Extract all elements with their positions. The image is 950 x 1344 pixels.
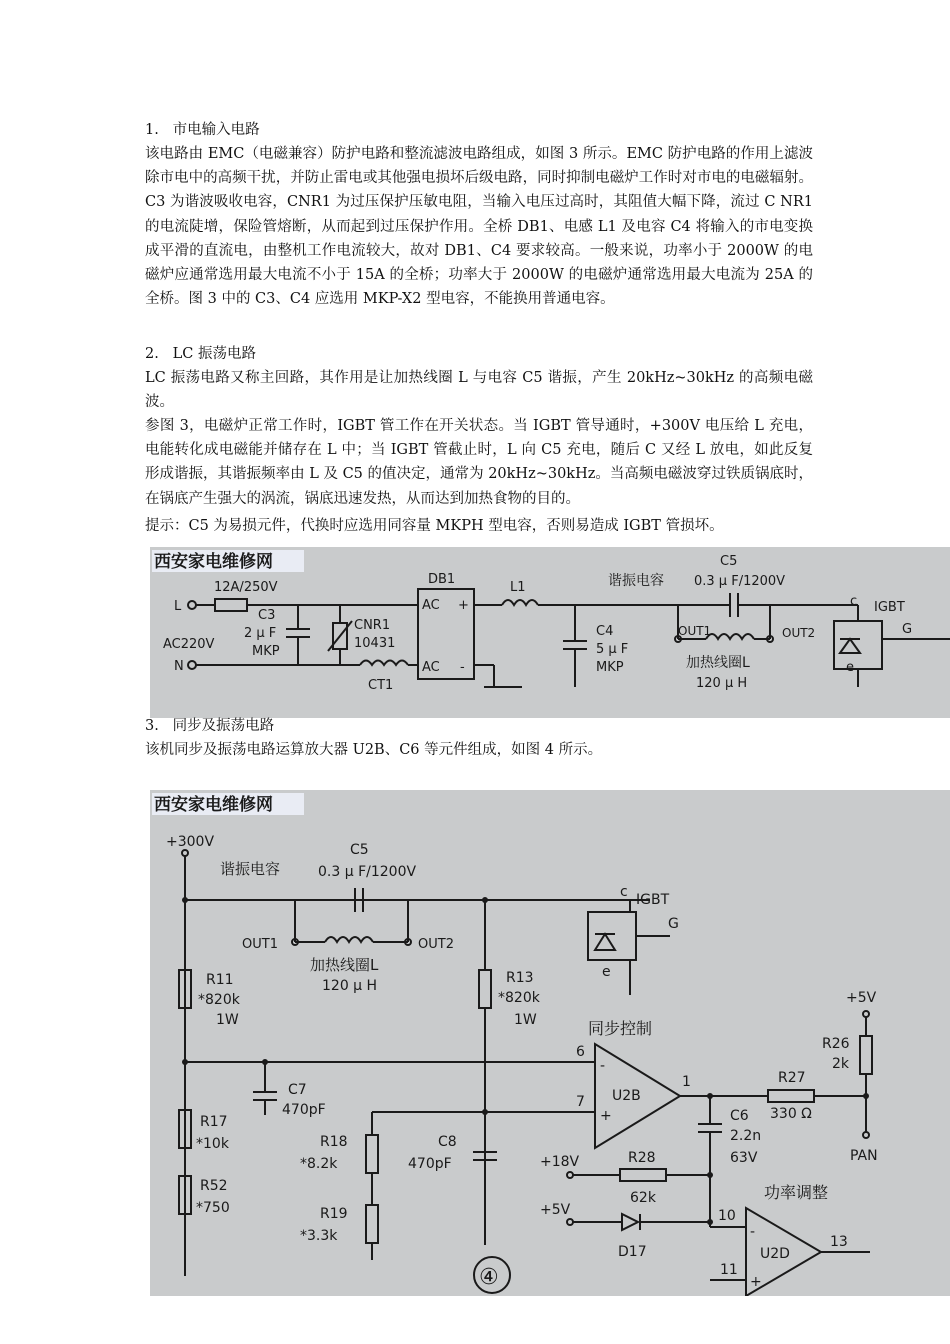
- out1-label-4: OUT1: [242, 937, 278, 952]
- c5-label: C5: [720, 554, 738, 569]
- r28-label: R28: [628, 1150, 656, 1166]
- c6-voltage-label: 63V: [730, 1150, 758, 1166]
- r19-label: R19: [320, 1206, 348, 1222]
- out2-label: OUT2: [782, 626, 816, 640]
- section-1-heading: 1. 市电输入电路: [145, 122, 260, 138]
- pin11-label: 11: [720, 1262, 738, 1278]
- c5-label-4: C5: [350, 842, 369, 858]
- pin10-label: 10: [718, 1208, 736, 1224]
- section-1-paragraph: 该电路由 EMC（电磁兼容）防护电路和整流滤波电路组成，如图 3 所示。EMC 防护电路的作用上滤波除市电中的高频干扰，并防止雷电或其他强电损坏后级电路，同时抑制电磁炉工作时对市电的电磁辐射。C3 为谐波吸收电容，CNR1 为过压保护压敏电阻，当输入电压过高时，其阻值大幅下降，流过 C NR1 的电流陡增，保险管熔断，从而起到过压保护作用。全桥 DB1、电感 L1 及电容 C4 将输入的市电变换成平滑的直流电，由整机工作电流较大，故对 DB1、C4 要求较高。一般来说，功率小于 2000W 的电磁炉应通常选用最大电流不小于 15A 的全桥；功率大于 2000W 的电磁炉通常选用最大电流为 25A 的全桥。图 3 中的 C3、C4 应选用 MKP-X2 型电容，不能换用普通电容。: [145, 146, 818, 308]
- r11-label: R11: [206, 972, 234, 988]
- power-adj-label: 功率调整: [764, 1183, 829, 1202]
- fuse-label: 12A/250V: [214, 580, 278, 595]
- out1-label: OUT1: [678, 624, 712, 638]
- igbt-label: IGBT: [874, 600, 905, 615]
- r27-label: R27: [778, 1070, 806, 1086]
- section-2-paragraph-1: LC 振荡电路又称主回路，其作用是让加热线圈 L 与电容 C5 谐振，产生 20kHz~30kHz 的高频电磁波。: [145, 370, 813, 411]
- figure-3-watermark: 西安家电维修网: [154, 552, 273, 572]
- c5-value-label: 0.3 μ F/1200V: [694, 574, 786, 589]
- r11-power-label: 1W: [216, 1012, 239, 1028]
- resonant-cap-label-4: 谐振电容: [220, 860, 281, 878]
- c7-value-label: 470pF: [282, 1102, 326, 1118]
- pin6-label: 6: [576, 1044, 585, 1060]
- db1-label: DB1: [428, 572, 456, 587]
- c5-value-label-4: 0.3 μ F/1200V: [318, 864, 417, 880]
- c3-type-label: MKP: [252, 644, 280, 659]
- coil-value-label: 120 μ H: [696, 676, 748, 691]
- r28-value-label: 62k: [630, 1190, 656, 1206]
- section-3-heading: 3. 同步及振荡电路: [145, 718, 275, 734]
- r19-value-label: *3.3k: [300, 1228, 338, 1244]
- pin1-label: 1: [682, 1074, 691, 1090]
- u2b-minus-label: -: [600, 1058, 606, 1074]
- figure-3-schematic: [150, 547, 950, 718]
- coil-label-4: 加热线圈L: [310, 956, 379, 974]
- figure-4-schematic: [150, 790, 950, 1296]
- ct1-label: CT1: [368, 678, 394, 693]
- sync-label: 同步控制: [588, 1019, 653, 1038]
- section-3-paragraph: 该机同步及振荡电路运算放大器 U2B、C6 等元件组成，如图 4 所示。: [145, 742, 603, 758]
- r52-value-label: *750: [196, 1200, 230, 1216]
- d17-label: D17: [618, 1244, 647, 1260]
- igbt-g-label: G: [902, 622, 913, 637]
- r26-label: R26: [822, 1036, 850, 1052]
- r13-value-label: *820k: [498, 990, 540, 1006]
- r27-value-label: 330 Ω: [770, 1106, 812, 1122]
- r17-label: R17: [200, 1114, 228, 1130]
- r18-label: R18: [320, 1134, 348, 1150]
- c4-value-label: 5 μ F: [596, 642, 629, 657]
- igbt-e-label-4: e: [602, 964, 611, 980]
- pin7-label: 7: [576, 1094, 585, 1110]
- v5-bottom-label: +5V: [540, 1202, 571, 1218]
- coil-label: 加热线圈L: [686, 655, 750, 671]
- c3-value-label: 2 μ F: [244, 626, 277, 641]
- igbt-label-4: IGBT: [636, 892, 670, 908]
- r13-power-label: 1W: [514, 1012, 537, 1028]
- section-2-tip: 提示：C5 为易损元件，代换时应选用同容量 MKPH 型电容，否则易造成 IGBT 管损坏。: [145, 518, 724, 534]
- db1-ac-top-label: AC: [422, 598, 440, 613]
- r17-value-label: *10k: [196, 1136, 229, 1152]
- u2b-plus-label: +: [600, 1108, 612, 1124]
- u2b-label: U2B: [612, 1088, 641, 1104]
- r18-value-label: *8.2k: [300, 1156, 338, 1172]
- u2d-label: U2D: [760, 1246, 790, 1262]
- c8-label: C8: [438, 1134, 457, 1150]
- l-terminal-label: L: [174, 599, 182, 614]
- r11-value-label: *820k: [198, 992, 240, 1008]
- c8-value-label: 470pF: [408, 1156, 452, 1172]
- c4-label: C4: [596, 624, 614, 639]
- db1-minus-label: -: [460, 660, 465, 675]
- c6-value-label: 2.2n: [730, 1128, 762, 1144]
- r52-label: R52: [200, 1178, 228, 1194]
- pin13-label: 13: [830, 1234, 848, 1250]
- igbt-e-label: e: [846, 660, 854, 675]
- igbt-c-label-4: c: [620, 884, 628, 900]
- pan-label: PAN: [850, 1148, 878, 1164]
- section-2-heading: 2. LC 振荡电路: [145, 346, 256, 362]
- u2d-minus-label: -: [750, 1224, 756, 1240]
- igbt-c-label: c: [850, 594, 858, 609]
- l1-label: L1: [510, 580, 526, 595]
- out2-label-4: OUT2: [418, 937, 454, 952]
- c3-label: C3: [258, 608, 276, 623]
- cnr1-value-label: 10431: [354, 636, 396, 651]
- resonant-cap-label: 谐振电容: [608, 573, 664, 589]
- section-2-paragraph-2: 参图 3，电磁炉正常工作时，IGBT 管工作在开关状态。当 IGBT 管导通时，+300V 电压给 L 充电，电能转化成电磁能并储存在 L 中；当 IGBT 管截止时，L 向 C5 充电，随后 C 又经 L 放电，如此反复形成谐振，其谐振频率由 L 及 C5 的值决定，通常为 20kHz~30kHz。当高频电磁波穿过铁质锅底时，在锅底产生强大的涡流，锅底迅速发热，从而达到加热食物的目的。: [145, 418, 813, 507]
- r26-value-label: 2k: [832, 1056, 850, 1072]
- c4-type-label: MKP: [596, 660, 624, 675]
- coil-value-label-4: 120 μ H: [322, 978, 378, 994]
- v18-label: +18V: [540, 1154, 580, 1170]
- fig-num-label: ④: [479, 1265, 499, 1290]
- ac220v-label: AC220V: [163, 637, 215, 652]
- cnr1-label: CNR1: [354, 618, 391, 633]
- n-terminal-label: N: [174, 659, 184, 674]
- v300-label: +300V: [166, 834, 215, 850]
- c6-label: C6: [730, 1108, 749, 1124]
- u2d-plus-label: +: [750, 1274, 762, 1290]
- figure-4-watermark: 西安家电维修网: [154, 795, 273, 815]
- r13-label: R13: [506, 970, 534, 986]
- igbt-g-label-4: G: [668, 916, 679, 932]
- db1-ac-bottom-label: AC: [422, 660, 440, 675]
- c7-label: C7: [288, 1082, 307, 1098]
- db1-plus-label: +: [458, 598, 469, 613]
- v5-top-label: +5V: [846, 990, 877, 1006]
